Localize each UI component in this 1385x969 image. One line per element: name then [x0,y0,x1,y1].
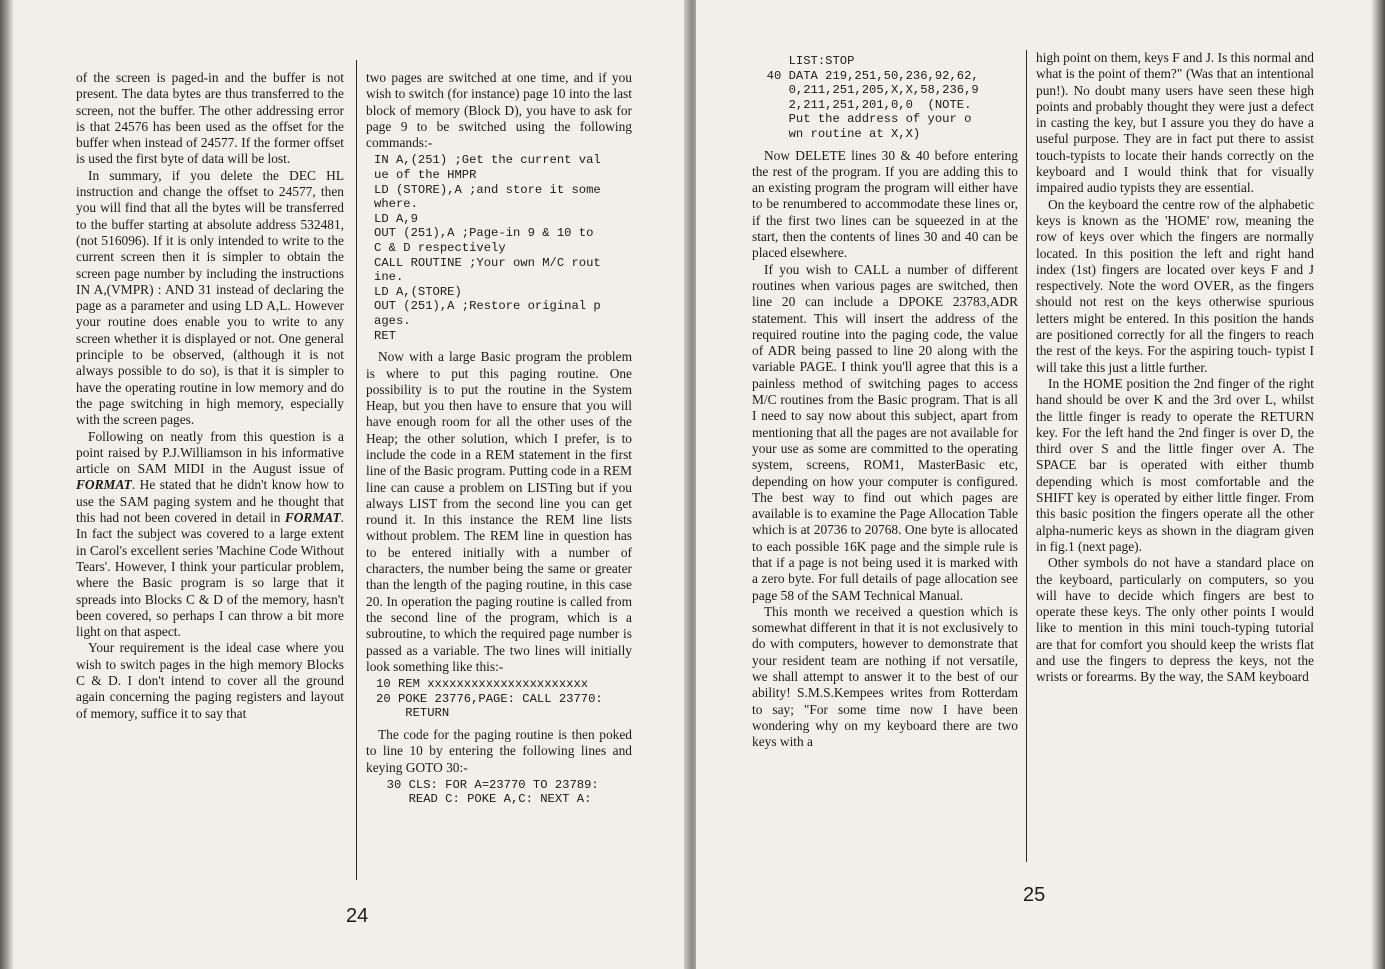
left-page-column-1 [76,70,344,722]
paragraph: high point on them, keys F and J. Is this normal and what is the point of them?" (Was that an intentional pun!). No doubt many users have seen these high points and probably thought they were just a defect in casting the key, but I assure you they do have a useful purpose. They are in fact put there to assist touch-typists to locate their hands correctly on the keyboard and I would think that for visually impaired audio typists they are essential. [1036,50,1314,196]
left-page [0,0,688,969]
right-page-column-1 [752,52,1018,751]
column-divider [356,60,357,880]
paragraph: Now DELETE lines 30 & 40 before entering the rest of the program. If you are adding this to an existing program the program will either have to be renumbered to accommodate these lines or, if the first two lines can be squeezed in at the start, then the contents of lines 30 and 40 can be placed elsewhere. [752,147,1018,261]
page-number: 24 [346,905,369,927]
text-run: Following on neatly from this question is a point raised by P.J.Williamson in his informative article on SAM MIDI in the August issue of [76,428,344,477]
right-page [696,0,1385,969]
code-listing: IN A,(251) ;Get the current val ue of the HMPR LD (STORE),A ;and store it some where. LD A,9 OUT (251),A ;Page-in 9 & 10 to C & D respectively CALL ROUTINE ;Your own M/C rout ine. LD A,(STORE) OUT (251),A ;Restore original p ages. RET [374,153,601,343]
magazine-name: FORMAT [284,510,341,526]
code-listing: 30 CLS: FOR A=23770 TO 23789: READ C: POKE A,C: NEXT A: [386,777,599,807]
paragraph: two pages are switched at one time, and if you wish to switch (for instance) page 10 into the last block of memory (Block D), you have to ask for page 9 to be switched using the following commands:- [366,70,632,151]
magazine-name: FORMAT [76,477,132,493]
paragraph: If you wish to CALL a number of different routines when various pages are switched, then line 20 can include a DPOKE 23783,ADR statement. This will insert the address of the required routine into the paging code, the value of ADR being passed to line 20 along with the variable PAGE. I think you'll agree that this is a painless method of switching pages to access M/C routines from the Basic program. That is all I need to say now about this subject, apart from mentioning that all the pages are not available for your use as some are committed to the operating system, screens, ROM1, MasterBasic etc, depending on how your computer is configured. The best way to find out which pages are available is to examine the Page Allocation Table which is at 20736 to 20768. One byte is allocated to each possible 16K page and the simple rule is that if a page is not being used it is marked with a zero byte. For full details of page allocation see page 58 of the SAM Technical Manual. [752,261,1018,603]
paragraph [76,429,344,641]
paragraph: Your requirement is the ideal case where you wish to switch pages in the high memory Blocks C & D. I don't intend to cover all the ground again concerning the paging registers and layout of memory, suffice it to say that [76,640,344,721]
paragraph: In summary, if you delete the DEC HL instruction and change the offset to 24577, then you will find that all the bytes will be transferred to the buffer starting at absolute address 532481, (not 516096). If it is only intended to write to the current screen then it is simpler to obtain the screen page number by including the instructions IN A,(VMPR) : AND 31 instead of declaring the page as a parameter and using LD A,L. However your routine does enable you to write to any screen whether it is displayed or not. One general principle to be observed, (although it is not always possible to do so), is that it is simpler to have the operating routine in low memory and do the page switching in high memory, especially with the screen pages. [76,167,344,428]
paragraph: This month we received a question which is somewhat different in that it is not exclusively to do with computers, however to demonstrate that your resident team are nothing if not versatile, we shall attempt to answer it to the best of our ability! S.M.S.Kempees writes from Rotterdam to say; "For some time now I have been wondering why on my keyboard there are two keys with a [752,603,1018,750]
left-page-column-2 [366,70,632,813]
text-run: . He stated that he didn't know how to use the SAM paging system and he thought that this had not been covered in detail in [76,477,344,526]
code-listing: LIST:STOP 40 DATA 219,251,50,236,92,62, 0,211,251,205,X,X,58,236,9 2,211,251,201,0,0 (NOTE. Put the address of your o wn routine at X,X) [766,54,979,141]
paragraph: On the keyboard the centre row of the alphabetic keys is known as the 'HOME' row, meaning the row of keys over which the fingers are normally located. In this position the left and right hand index (1st) fingers are located over keys F and J respectively. Note the word OVER, as the fingers should not rest on the keys otherwise spurious letters might be entered. In this position the hands are positioned correctly for all the fingers to reach the rest of the keys. For the aspiring touch- typist I will take this just a little further. [1036,196,1314,375]
page-number: 25 [1023,884,1046,906]
paragraph: The code for the paging routine is then poked to line 10 by entering the following lines and keying GOTO 30:- [366,726,632,775]
right-page-column-2 [1036,50,1314,686]
text-run: . In fact the subject was covered to a large extent in Carol's excellent series 'Machine Code Without Tears'. However, I think your particular problem, where the Basic program is so large that it spreads into Blocks C & D of the memory, hasn't been covered, so perhaps I can throw a bit more light on that aspect. [76,510,344,640]
paragraph: of the screen is paged-in and the buffer is not present. The data bytes are thus transferred to the screen, not the buffer. The other addressing error is that 24576 has been used as the offset for the buffer when instead of 24577. If the former offset is used the first byte of data will be lost. [76,70,344,167]
paragraph: Other symbols do not have a standard place on the keyboard, particularly on computers, so you will have to decide which fingers are best to operate these keys. The only other points I would like to mention in this mini touch-typing tutorial are that for comfort you should keep the wrists flat and use the fingers to depress the keys, not the wrists or forearms. By the way, the SAM keyboard [1036,555,1314,685]
code-listing: 10 REM xxxxxxxxxxxxxxxxxxxxxx 20 POKE 23776,PAGE: CALL 23770: RETURN [376,677,603,721]
paragraph: Now with a large Basic program the problem is where to put this paging routine. One possibility is to put the routine in the System Heap, but you then have to ensure that you will have enough room for all the other uses of the Heap; the other solution, which I prefer, is to include the code in a REM statement in the first line of the Basic program. Putting code in a REM line can cause a problem on LISTing but if you always LIST from the second line you can get round it. In this instance the REM line lists without problem. The REM line in question has to be entered initially with a number of characters, the number being the same or greater than the length of the paging routine, in this case 20. In operation the paging routine is called from the second line of the program, which is a subroutine, to which the required page number is passed as a variable. The two lines will initially look something like this:- [366,349,632,674]
column-divider [1026,50,1027,862]
paragraph: In the HOME position the 2nd finger of the right hand should be over K and the 3rd over L, whilst the little finger is ready to operate the RETURN key. For the left hand the 2nd finger is over D, the third over S and the little finger over A. The SPACE bar is operated with either thumb depending which is most comfortable and the SHIFT key is operated by either little finger. From this basic position the fingers operate all the other alpha-numeric keys as shown in the diagram given in fig.1 (next page). [1036,375,1314,554]
